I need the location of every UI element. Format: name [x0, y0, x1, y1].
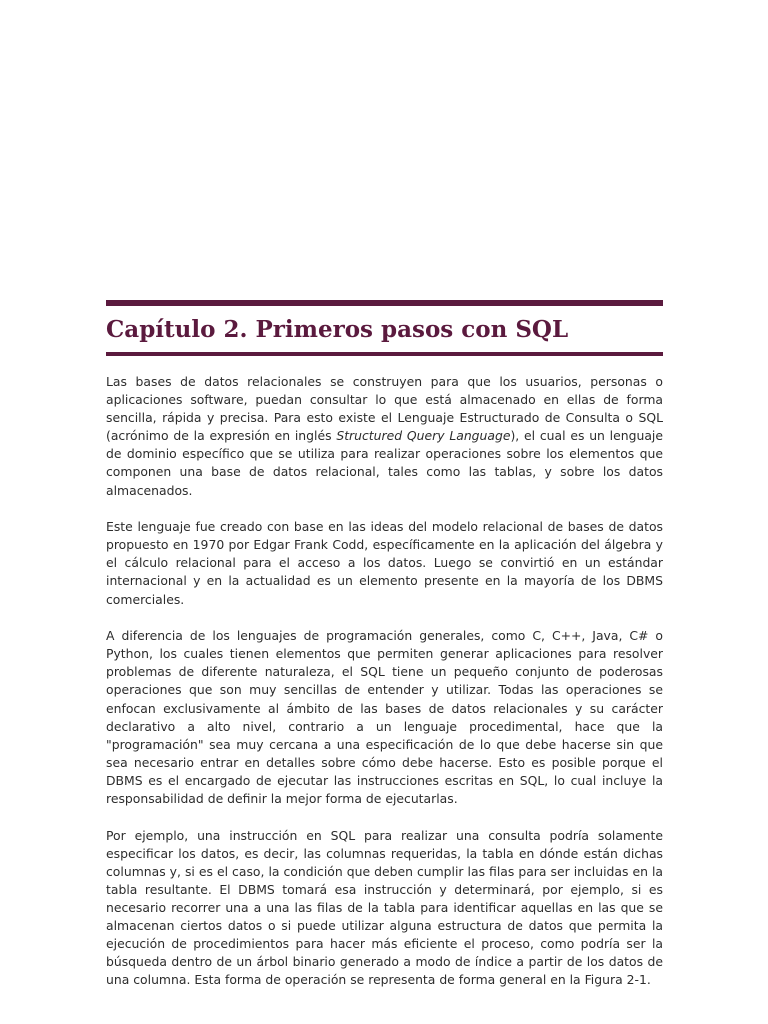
paragraph-1: [106, 373, 663, 500]
paragraph-2: Este lenguaje fue creado con base en las ideas del modelo relacional de bases de datos propuesto en 1970 por Edgar Frank Codd, específicamente en la aplicación del álgebra y el cálculo relacional para el acceso a los datos. Luego se convirtió en un estándar internacional y en la actualidad es un elemento presente en la mayoría de los DBMS comerciales.: [106, 519, 663, 607]
paragraph-1-text-a: Las bases de datos relacionales se construyen para que los usuarios, personas o aplicaciones software, puedan consultar lo que está almacenado en ellas de forma sencilla, rápida y precisa. Para esto existe el Lenguaje Estructurado de Consulta o SQL (acrónimo de la expresión en inglés: [106, 374, 663, 444]
paragraph-1-text-b: ), el cual es un lenguaje de dominio específico que se utiliza para realizar operaciones sobre los elementos que componen una base de datos relacional, tales como las tablas, y sobre los datos almacenados.: [106, 428, 663, 498]
paragraph-1-emphasis: Structured Query Language: [336, 428, 511, 444]
chapter-rule-bottom: [106, 352, 663, 356]
paragraph-3: A diferencia de los lenguajes de programación generales, como C, C++, Java, C# o Python, los cuales tienen elementos que permiten generar aplicaciones para resolver problemas de diferente naturaleza, el SQL tiene un pequeño conjunto de poderosas operaciones que son muy sencillas de entender y utilizar. Todas las operaciones se enfocan exclusivamente al ámbito de las bases de datos relacionales y su carácter declarativo a alto nivel, contrario a un lenguaje procedimental, hace que la "programación" sea muy cercana a una especificación de lo que debe hacerse sin que sea necesario entrar en detalles sobre cómo debe hacerse. Esto es posible porque el DBMS es el encargado de ejecutar las instrucciones escritas en SQL, lo cual incluye la responsabilidad de definir la mejor forma de ejecutarlas.: [106, 628, 663, 806]
chapter-body: [106, 373, 663, 989]
chapter-rule-top: [106, 300, 663, 306]
chapter-title: Capítulo 2. Primeros pasos con SQL: [106, 316, 569, 343]
paragraph-4: Por ejemplo, una instrucción en SQL para realizar una consulta podría solamente especificar los datos, es decir, las columnas requeridas, la tabla en dónde están dichas columnas y, si es el caso, la condición que deben cumplir las filas para ser incluidas en la tabla resultante. El DBMS tomará esa instrucción y determinará, por ejemplo, si es necesario recorrer una a una las filas de la tabla para identificar aquellas en las que se almacenan ciertos datos o si puede utilizar alguna estructura de datos que permita la ejecución de procedimientos para hacer más eficiente el proceso, como podría ser la búsqueda dentro de un árbol binario generado a modo de índice a partir de los datos de una columna. Esta forma de operación se representa de forma general en la Figura 2-1.: [106, 827, 663, 988]
